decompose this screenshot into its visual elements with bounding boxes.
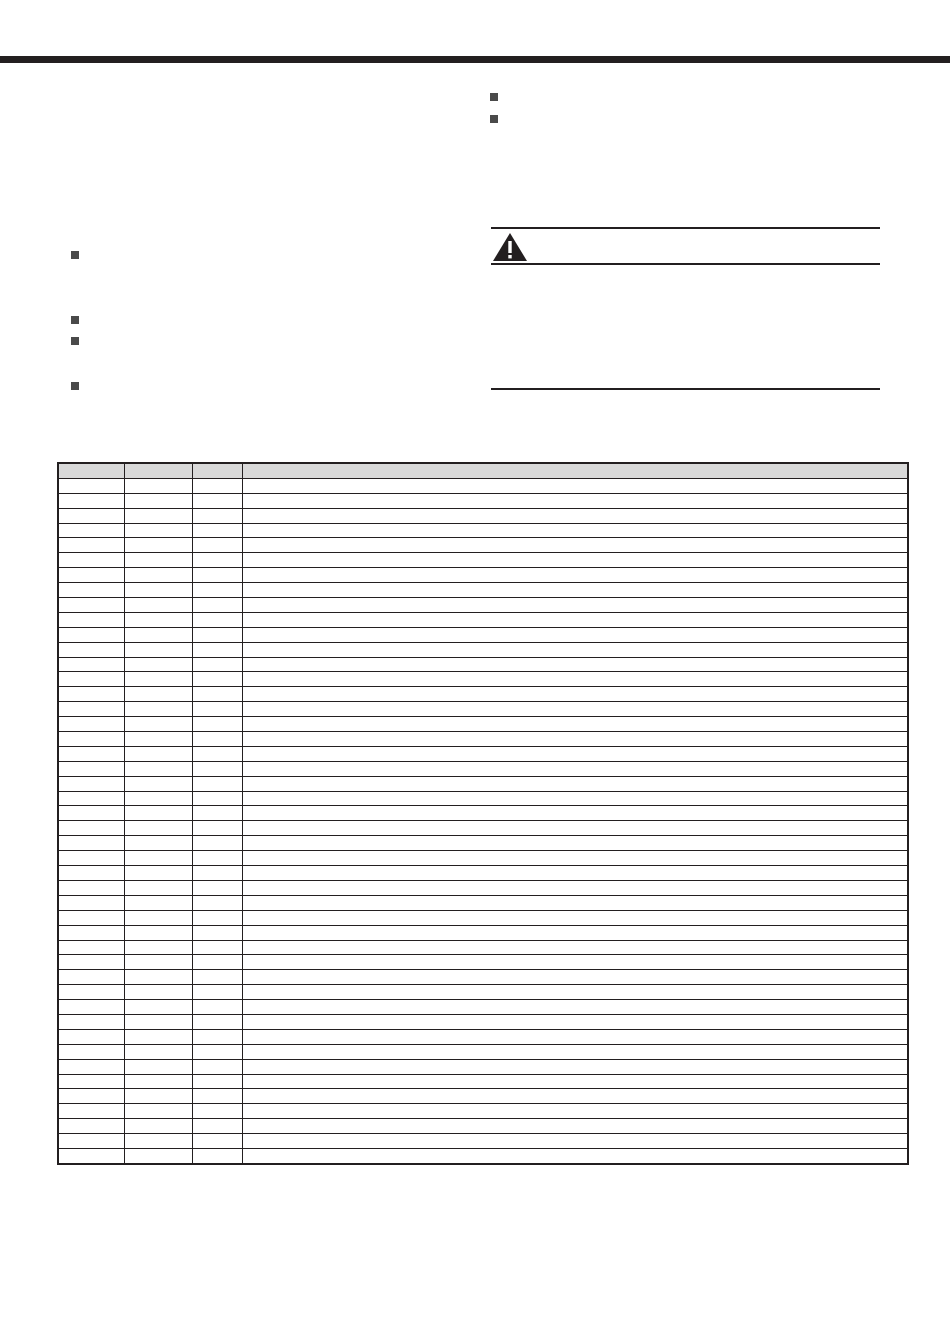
table-row <box>58 761 908 776</box>
warning-end-rule <box>491 388 880 390</box>
table-cell <box>124 702 192 717</box>
table-cell <box>58 1089 124 1104</box>
table-cell <box>58 612 124 627</box>
table-cell <box>242 776 908 791</box>
table-cell <box>58 642 124 657</box>
table-cell <box>242 1134 908 1149</box>
table-row <box>58 821 908 836</box>
table-cell <box>58 687 124 702</box>
table-cell <box>58 583 124 598</box>
table-cell <box>192 791 242 806</box>
table-cell <box>58 538 124 553</box>
table-cell <box>242 478 908 493</box>
table-cell <box>192 970 242 985</box>
table-cell <box>242 508 908 523</box>
table-cell <box>242 672 908 687</box>
table-cell <box>242 717 908 732</box>
table-cell <box>192 1104 242 1119</box>
table-cell <box>58 851 124 866</box>
table-cell <box>124 1119 192 1134</box>
table-cell <box>124 1074 192 1089</box>
table-row <box>58 851 908 866</box>
table-cell <box>242 612 908 627</box>
table-row <box>58 1074 908 1089</box>
table-cell <box>124 910 192 925</box>
table-cell <box>242 985 908 1000</box>
table-cell <box>242 1059 908 1074</box>
square-bullet-icon <box>71 251 79 259</box>
table-cell <box>124 851 192 866</box>
table-cell <box>124 508 192 523</box>
table-cell <box>242 836 908 851</box>
table-cell <box>58 746 124 761</box>
table-cell <box>192 478 242 493</box>
table-row <box>58 985 908 1000</box>
table-cell <box>58 672 124 687</box>
table-row <box>58 880 908 895</box>
table-cell <box>192 746 242 761</box>
table-row <box>58 583 908 598</box>
table-cell <box>242 746 908 761</box>
square-bullet-icon <box>71 316 79 324</box>
table-row <box>58 925 908 940</box>
table-cell <box>124 598 192 613</box>
table-cell <box>242 702 908 717</box>
table-cell <box>58 702 124 717</box>
table-cell <box>242 955 908 970</box>
table-cell <box>192 1014 242 1029</box>
table-cell <box>58 806 124 821</box>
table-cell <box>192 612 242 627</box>
table-cell <box>124 791 192 806</box>
table-cell <box>124 732 192 747</box>
table-header-cell <box>192 463 242 478</box>
warning-triangle-icon <box>492 232 528 262</box>
table-cell <box>124 583 192 598</box>
table-row <box>58 1014 908 1029</box>
table-cell <box>192 925 242 940</box>
table-cell <box>58 493 124 508</box>
table-cell <box>242 1148 908 1163</box>
table-row <box>58 523 908 538</box>
table-cell <box>124 568 192 583</box>
table-cell <box>192 1059 242 1074</box>
table-cell <box>242 568 908 583</box>
table-cell <box>242 880 908 895</box>
square-bullet-icon <box>490 93 498 101</box>
table-row <box>58 1089 908 1104</box>
table-row <box>58 568 908 583</box>
table-row <box>58 1119 908 1134</box>
table-row <box>58 1029 908 1044</box>
table-cell <box>58 836 124 851</box>
table-row <box>58 598 908 613</box>
table-cell <box>192 1044 242 1059</box>
table-cell <box>58 1074 124 1089</box>
table-cell <box>242 821 908 836</box>
table-row <box>58 791 908 806</box>
table-cell <box>192 553 242 568</box>
table-cell <box>124 821 192 836</box>
table-cell <box>192 761 242 776</box>
table-cell <box>124 1134 192 1149</box>
table-row <box>58 806 908 821</box>
table-row <box>58 687 908 702</box>
table-cell <box>58 1029 124 1044</box>
table-cell <box>58 523 124 538</box>
table-cell <box>242 1074 908 1089</box>
table-cell <box>58 895 124 910</box>
table-cell <box>124 1000 192 1015</box>
table-cell <box>192 776 242 791</box>
warning-bottom-rule <box>491 263 880 265</box>
table-header-cell <box>58 463 124 478</box>
warning-top-rule <box>491 227 880 229</box>
table-cell <box>192 1000 242 1015</box>
table-cell <box>124 1148 192 1163</box>
table-row <box>58 1044 908 1059</box>
header-rule <box>0 56 950 63</box>
table-row <box>58 1134 908 1149</box>
table-cell <box>58 1134 124 1149</box>
table-header-cell <box>242 463 908 478</box>
table-cell <box>242 598 908 613</box>
table-cell <box>124 1044 192 1059</box>
table-row <box>58 642 908 657</box>
table-cell <box>58 657 124 672</box>
table-cell <box>124 612 192 627</box>
table-cell <box>124 776 192 791</box>
table-cell <box>242 583 908 598</box>
table-cell <box>124 1104 192 1119</box>
table-cell <box>124 866 192 881</box>
table-cell <box>124 895 192 910</box>
table-cell <box>58 717 124 732</box>
table-cell <box>58 598 124 613</box>
table-cell <box>58 568 124 583</box>
table-cell <box>192 940 242 955</box>
table-cell <box>242 791 908 806</box>
table-cell <box>58 1148 124 1163</box>
table-cell <box>192 866 242 881</box>
table-cell <box>192 955 242 970</box>
table-row <box>58 1104 908 1119</box>
table-cell <box>242 1029 908 1044</box>
table-cell <box>192 985 242 1000</box>
table-cell <box>124 523 192 538</box>
table-cell <box>242 1104 908 1119</box>
table-cell <box>124 1059 192 1074</box>
table-cell <box>124 627 192 642</box>
table-row <box>58 717 908 732</box>
table-row <box>58 746 908 761</box>
table-cell <box>58 1014 124 1029</box>
table-cell <box>58 553 124 568</box>
table-cell <box>242 866 908 881</box>
table-row <box>58 612 908 627</box>
table-cell <box>192 508 242 523</box>
table-cell <box>58 776 124 791</box>
table-cell <box>192 583 242 598</box>
table-cell <box>192 523 242 538</box>
table-cell <box>124 925 192 940</box>
table-cell <box>192 642 242 657</box>
table-cell <box>192 717 242 732</box>
table-cell <box>124 955 192 970</box>
table-cell <box>192 598 242 613</box>
table-cell <box>242 970 908 985</box>
table-cell <box>192 702 242 717</box>
table-cell <box>242 657 908 672</box>
table-cell <box>242 910 908 925</box>
table-cell <box>192 851 242 866</box>
table-cell <box>242 1000 908 1015</box>
table-row <box>58 940 908 955</box>
table-cell <box>58 508 124 523</box>
table-cell <box>242 761 908 776</box>
table-cell <box>192 880 242 895</box>
table-cell <box>58 940 124 955</box>
parts-table-grid <box>57 462 909 1165</box>
table-cell <box>242 553 908 568</box>
table-cell <box>192 1119 242 1134</box>
table-row <box>58 1059 908 1074</box>
table-row <box>58 895 908 910</box>
table-cell <box>124 1014 192 1029</box>
table-row <box>58 493 908 508</box>
table-cell <box>192 672 242 687</box>
table-cell <box>58 732 124 747</box>
table-cell <box>124 642 192 657</box>
table-cell <box>242 895 908 910</box>
table-row <box>58 732 908 747</box>
table-cell <box>58 1000 124 1015</box>
parts-table <box>57 462 909 1162</box>
table-cell <box>192 806 242 821</box>
table-row <box>58 702 908 717</box>
table-cell <box>192 627 242 642</box>
table-cell <box>192 1074 242 1089</box>
table-cell <box>242 851 908 866</box>
table-cell <box>192 732 242 747</box>
table-cell <box>124 1089 192 1104</box>
table-header-cell <box>124 463 192 478</box>
table-cell <box>58 925 124 940</box>
table-cell <box>58 880 124 895</box>
table-cell <box>124 717 192 732</box>
table-cell <box>192 687 242 702</box>
table-row <box>58 478 908 493</box>
table-cell <box>242 1119 908 1134</box>
table-cell <box>58 910 124 925</box>
table-cell <box>58 1104 124 1119</box>
table-row <box>58 955 908 970</box>
table-cell <box>192 493 242 508</box>
square-bullet-icon <box>71 337 79 345</box>
table-cell <box>242 1044 908 1059</box>
table-cell <box>192 1148 242 1163</box>
square-bullet-icon <box>490 115 498 123</box>
table-cell <box>124 836 192 851</box>
table-row <box>58 1000 908 1015</box>
table-cell <box>242 627 908 642</box>
table-cell <box>124 806 192 821</box>
table-row <box>58 970 908 985</box>
table-cell <box>192 910 242 925</box>
table-cell <box>58 761 124 776</box>
table-row <box>58 910 908 925</box>
table-cell <box>192 895 242 910</box>
table-cell <box>58 627 124 642</box>
table-row <box>58 866 908 881</box>
table-cell <box>124 746 192 761</box>
table-cell <box>242 523 908 538</box>
table-cell <box>58 791 124 806</box>
table-cell <box>124 940 192 955</box>
table-cell <box>58 478 124 493</box>
table-cell <box>192 1089 242 1104</box>
table-cell <box>124 1029 192 1044</box>
table-cell <box>124 761 192 776</box>
table-cell <box>242 538 908 553</box>
table-cell <box>192 538 242 553</box>
table-row <box>58 1148 908 1163</box>
table-cell <box>124 687 192 702</box>
table-cell <box>124 553 192 568</box>
table-cell <box>242 940 908 955</box>
table-header-row <box>58 463 908 478</box>
table-row <box>58 657 908 672</box>
table-row <box>58 776 908 791</box>
table-cell <box>124 657 192 672</box>
table-cell <box>58 821 124 836</box>
table-row <box>58 553 908 568</box>
table-cell <box>242 806 908 821</box>
table-cell <box>58 866 124 881</box>
table-cell <box>124 970 192 985</box>
table-row <box>58 627 908 642</box>
table-cell <box>242 925 908 940</box>
table-cell <box>58 970 124 985</box>
table-cell <box>192 657 242 672</box>
table-cell <box>124 985 192 1000</box>
table-cell <box>192 1029 242 1044</box>
table-cell <box>58 1044 124 1059</box>
table-cell <box>58 1119 124 1134</box>
table-cell <box>242 1014 908 1029</box>
table-cell <box>242 1089 908 1104</box>
table-cell <box>124 672 192 687</box>
table-cell <box>124 478 192 493</box>
table-row <box>58 508 908 523</box>
table-cell <box>58 1059 124 1074</box>
table-cell <box>58 955 124 970</box>
table-cell <box>124 880 192 895</box>
table-cell <box>58 985 124 1000</box>
table-row <box>58 672 908 687</box>
table-cell <box>192 821 242 836</box>
table-cell <box>242 732 908 747</box>
table-cell <box>242 493 908 508</box>
table-cell <box>192 1134 242 1149</box>
table-cell <box>192 568 242 583</box>
square-bullet-icon <box>71 382 79 390</box>
table-cell <box>192 836 242 851</box>
table-cell <box>124 493 192 508</box>
table-cell <box>242 687 908 702</box>
table-row <box>58 538 908 553</box>
table-row <box>58 836 908 851</box>
table-cell <box>242 642 908 657</box>
table-cell <box>124 538 192 553</box>
